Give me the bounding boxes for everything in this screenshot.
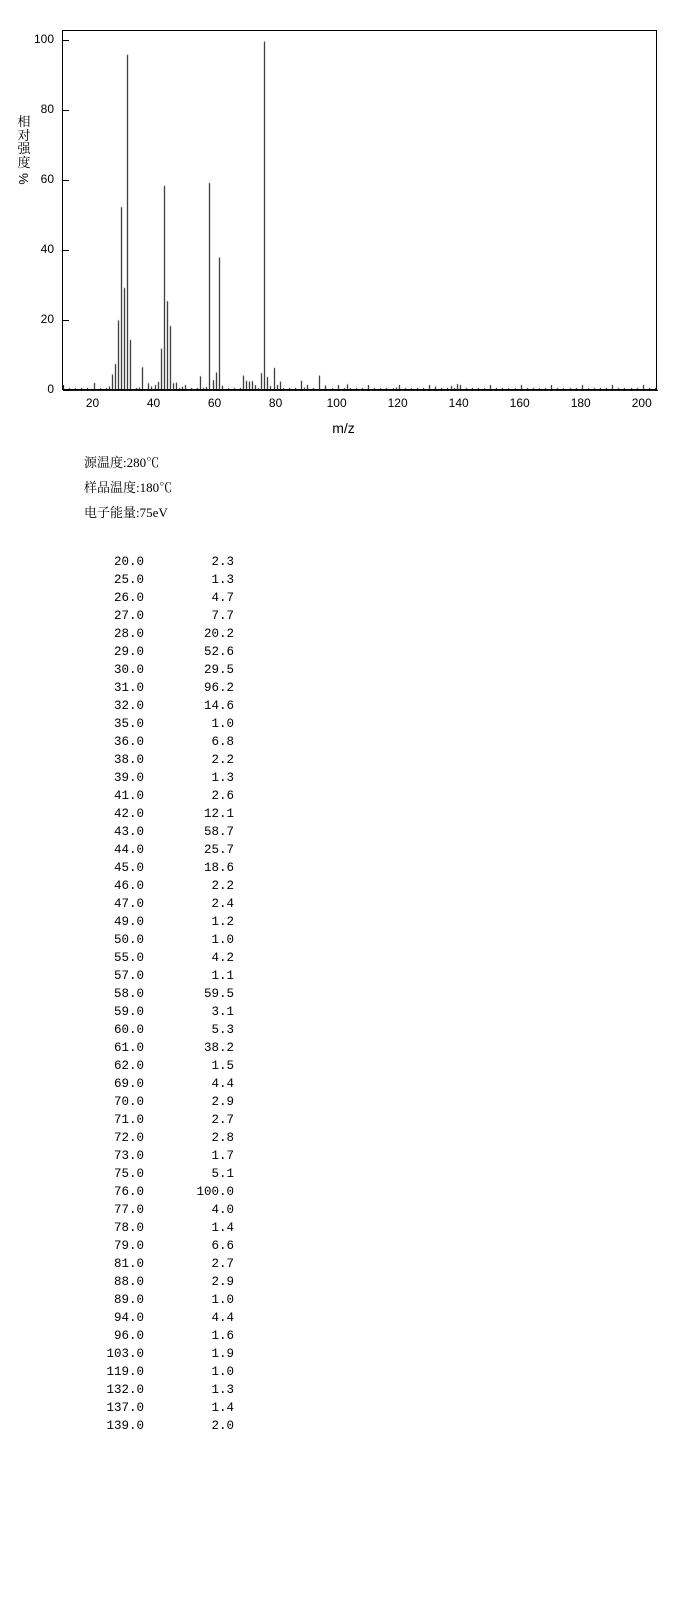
peak-intensity-value: 25.7: [203, 843, 234, 857]
peak-intensity-value: 2.6: [211, 789, 234, 803]
peak-intensity-value: 4.7: [211, 591, 234, 605]
peak-row: [88, 1075, 234, 1093]
peak-row: [88, 1201, 234, 1219]
peak-intensity-value: 1.3: [211, 573, 234, 587]
peak-row: [88, 1021, 234, 1039]
peak-row: [88, 1111, 234, 1129]
peak-mz-value: 28.0: [113, 627, 144, 641]
peak-intensity-value: 7.7: [211, 609, 234, 623]
peak-row: [88, 1291, 234, 1309]
peak-row: [88, 1255, 234, 1273]
peak-mz-value: 25.0: [113, 573, 144, 587]
peak-row: [88, 1381, 234, 1399]
peak-row: [88, 1039, 234, 1057]
peak-row: [88, 1219, 234, 1237]
peak-row: [88, 1345, 234, 1363]
peak-mz-value: 44.0: [113, 843, 144, 857]
y-tick-mark: [63, 110, 69, 111]
peak-mz-value: 26.0: [113, 591, 144, 605]
peak-mz-value: 77.0: [113, 1203, 144, 1217]
peak-mz-value: 49.0: [113, 915, 144, 929]
peak-row: [88, 1183, 234, 1201]
peak-mz-value: 70.0: [113, 1095, 144, 1109]
peak-intensity-value: 18.6: [203, 861, 234, 875]
peak-row: [88, 589, 234, 607]
peak-intensity-value: 1.0: [211, 717, 234, 731]
y-axis-unit: %: [16, 172, 32, 185]
peak-row: [88, 553, 234, 571]
peak-intensity-value: 6.6: [211, 1239, 234, 1253]
peak-row: [88, 697, 234, 715]
y-tick-label: 40: [40, 242, 54, 257]
peak-intensity-value: 1.3: [211, 771, 234, 785]
peak-mz-value: 79.0: [113, 1239, 144, 1253]
y-tick-label: 20: [40, 312, 54, 327]
x-tick-label: 60: [207, 396, 222, 410]
peak-mz-value: 89.0: [113, 1293, 144, 1307]
peak-row: [88, 769, 234, 787]
peak-intensity-value: 52.6: [203, 645, 234, 659]
peak-mz-value: 81.0: [113, 1257, 144, 1271]
peak-row: [88, 1093, 234, 1111]
peak-mz-value: 58.0: [113, 987, 144, 1001]
peak-row: [88, 1003, 234, 1021]
peak-mz-value: 72.0: [113, 1131, 144, 1145]
peak-intensity-value: 3.1: [211, 1005, 234, 1019]
peak-mz-value: 119.0: [106, 1365, 144, 1379]
peak-intensity-value: 1.3: [211, 1383, 234, 1397]
peak-mz-value: 61.0: [113, 1041, 144, 1055]
peak-intensity-value: 2.7: [211, 1113, 234, 1127]
peak-intensity-value: 2.4: [211, 897, 234, 911]
peak-mz-value: 88.0: [113, 1275, 144, 1289]
peak-intensity-value: 2.0: [211, 1419, 234, 1433]
x-tick-label: 160: [509, 396, 530, 410]
peak-row: [88, 805, 234, 823]
peak-row: [88, 643, 234, 661]
peak-row: [88, 949, 234, 967]
peak-row: [88, 1165, 234, 1183]
x-tick-label: 40: [146, 396, 161, 410]
peak-row: [88, 985, 234, 1003]
peak-row: [88, 607, 234, 625]
peak-mz-value: 46.0: [113, 879, 144, 893]
peak-intensity-value: 4.4: [211, 1077, 234, 1091]
peak-mz-value: 38.0: [113, 753, 144, 767]
peak-mz-value: 75.0: [113, 1167, 144, 1181]
peak-row: [88, 715, 234, 733]
peak-row: [88, 751, 234, 769]
x-tick-label: 20: [85, 396, 100, 410]
peak-intensity-value: 12.1: [203, 807, 234, 821]
x-tick-label: 200: [631, 396, 652, 410]
peak-row: [88, 877, 234, 895]
peak-mz-value: 139.0: [106, 1419, 144, 1433]
peak-mz-value: 69.0: [113, 1077, 144, 1091]
peak-mz-value: 57.0: [113, 969, 144, 983]
peak-intensity-value: 100.0: [196, 1185, 234, 1199]
peak-intensity-value: 5.3: [211, 1023, 234, 1037]
peak-intensity-value: 6.8: [211, 735, 234, 749]
peak-mz-value: 29.0: [113, 645, 144, 659]
peak-mz-value: 42.0: [113, 807, 144, 821]
peak-mz-value: 45.0: [113, 861, 144, 875]
peak-row: [88, 679, 234, 697]
peak-mz-value: 132.0: [106, 1383, 144, 1397]
peak-intensity-value: 1.4: [211, 1221, 234, 1235]
peak-row: [88, 1147, 234, 1165]
peak-intensity-value: 1.0: [211, 1365, 234, 1379]
peak-intensity-value: 2.9: [211, 1275, 234, 1289]
peak-row: [88, 1399, 234, 1417]
peak-intensity-value: 1.0: [211, 1293, 234, 1307]
peak-mz-value: 59.0: [113, 1005, 144, 1019]
y-tick-label: 60: [40, 172, 54, 187]
peak-row: [88, 895, 234, 913]
peak-mz-value: 35.0: [113, 717, 144, 731]
peak-row: [88, 625, 234, 643]
peak-mz-value: 60.0: [113, 1023, 144, 1037]
peak-mz-value: 78.0: [113, 1221, 144, 1235]
peak-intensity-value: 1.5: [211, 1059, 234, 1073]
peak-row: [88, 1363, 234, 1381]
peak-row: [88, 1129, 234, 1147]
peak-intensity-value: 1.0: [211, 933, 234, 947]
y-tick-mark: [63, 320, 69, 321]
peak-intensity-value: 38.2: [203, 1041, 234, 1055]
peak-mz-value: 39.0: [113, 771, 144, 785]
peak-intensity-value: 1.1: [211, 969, 234, 983]
peak-intensity-value: 58.7: [203, 825, 234, 839]
peak-row: [88, 1237, 234, 1255]
peak-mz-value: 36.0: [113, 735, 144, 749]
peak-intensity-value: 2.8: [211, 1131, 234, 1145]
measurement-conditions: [84, 450, 172, 525]
peak-row: [88, 1417, 234, 1435]
plot-frame: [62, 30, 657, 390]
peak-mz-value: 31.0: [113, 681, 144, 695]
peak-row: [88, 859, 234, 877]
peak-row: [88, 967, 234, 985]
peak-intensity-value: 29.5: [203, 663, 234, 677]
condition-source-temperature: 源温度:280℃: [84, 455, 160, 470]
mass-spectrum-chart: [0, 0, 687, 450]
peak-intensity-value: 2.2: [211, 879, 234, 893]
peak-intensity-value: 1.4: [211, 1401, 234, 1415]
peak-list-table: [88, 553, 234, 1435]
peak-mz-value: 71.0: [113, 1113, 144, 1127]
peak-row: [88, 841, 234, 859]
peak-intensity-value: 4.2: [211, 951, 234, 965]
peak-row: [88, 1327, 234, 1345]
y-tick-label: 0: [47, 382, 54, 396]
peak-row: [88, 1273, 234, 1291]
peak-mz-value: 50.0: [113, 933, 144, 947]
y-tick-label: 80: [40, 102, 54, 117]
peak-intensity-value: 1.6: [211, 1329, 234, 1343]
y-axis-title: [14, 115, 34, 185]
y-axis-title-text: 相对强度: [17, 114, 31, 170]
y-tick-mark: [63, 250, 69, 251]
peak-mz-value: 103.0: [106, 1347, 144, 1361]
peak-row: [88, 931, 234, 949]
peak-intensity-value: 59.5: [203, 987, 234, 1001]
y-tick-mark: [63, 40, 69, 41]
y-tick-label: 100: [33, 32, 54, 47]
peak-mz-value: 20.0: [113, 555, 144, 569]
peak-mz-value: 73.0: [113, 1149, 144, 1163]
peak-mz-value: 43.0: [113, 825, 144, 839]
peak-intensity-value: 2.3: [211, 555, 234, 569]
peak-intensity-value: 1.9: [211, 1347, 234, 1361]
peak-row: [88, 661, 234, 679]
peak-mz-value: 62.0: [113, 1059, 144, 1073]
peak-mz-value: 137.0: [106, 1401, 144, 1415]
peak-mz-value: 32.0: [113, 699, 144, 713]
peak-intensity-value: 2.7: [211, 1257, 234, 1271]
peak-intensity-value: 4.0: [211, 1203, 234, 1217]
x-axis-title: m/z: [332, 420, 355, 436]
peak-intensity-value: 2.2: [211, 753, 234, 767]
condition-sample-temperature: 样品温度:180℃: [84, 480, 173, 495]
peak-row: [88, 913, 234, 931]
peak-intensity-value: 5.1: [211, 1167, 234, 1181]
peak-mz-value: 27.0: [113, 609, 144, 623]
peak-intensity-value: 14.6: [203, 699, 234, 713]
peak-intensity-value: 1.7: [211, 1149, 234, 1163]
x-tick-label: 100: [326, 396, 347, 410]
peak-row: [88, 733, 234, 751]
peak-mz-value: 47.0: [113, 897, 144, 911]
peak-row: [88, 571, 234, 589]
peak-mz-value: 94.0: [113, 1311, 144, 1325]
peak-mz-value: 30.0: [113, 663, 144, 677]
peak-intensity-value: 20.2: [203, 627, 234, 641]
x-tick-label: 80: [268, 396, 283, 410]
x-tick-label: 120: [387, 396, 408, 410]
peak-row: [88, 787, 234, 805]
peak-intensity-value: 96.2: [203, 681, 234, 695]
peak-row: [88, 1057, 234, 1075]
y-tick-mark: [63, 390, 69, 391]
condition-electron-energy: 电子能量:75eV: [84, 505, 168, 520]
peak-intensity-value: 1.2: [211, 915, 234, 929]
peak-intensity-value: 4.4: [211, 1311, 234, 1325]
peak-intensity-value: 2.9: [211, 1095, 234, 1109]
x-tick-label: 140: [448, 396, 469, 410]
peak-row: [88, 1309, 234, 1327]
x-tick-label: 180: [570, 396, 591, 410]
peak-row: [88, 823, 234, 841]
peak-mz-value: 41.0: [113, 789, 144, 803]
y-tick-mark: [63, 180, 69, 181]
peak-mz-value: 55.0: [113, 951, 144, 965]
spectrum-plot: [63, 31, 658, 391]
peak-mz-value: 76.0: [113, 1185, 144, 1199]
peak-mz-value: 96.0: [113, 1329, 144, 1343]
